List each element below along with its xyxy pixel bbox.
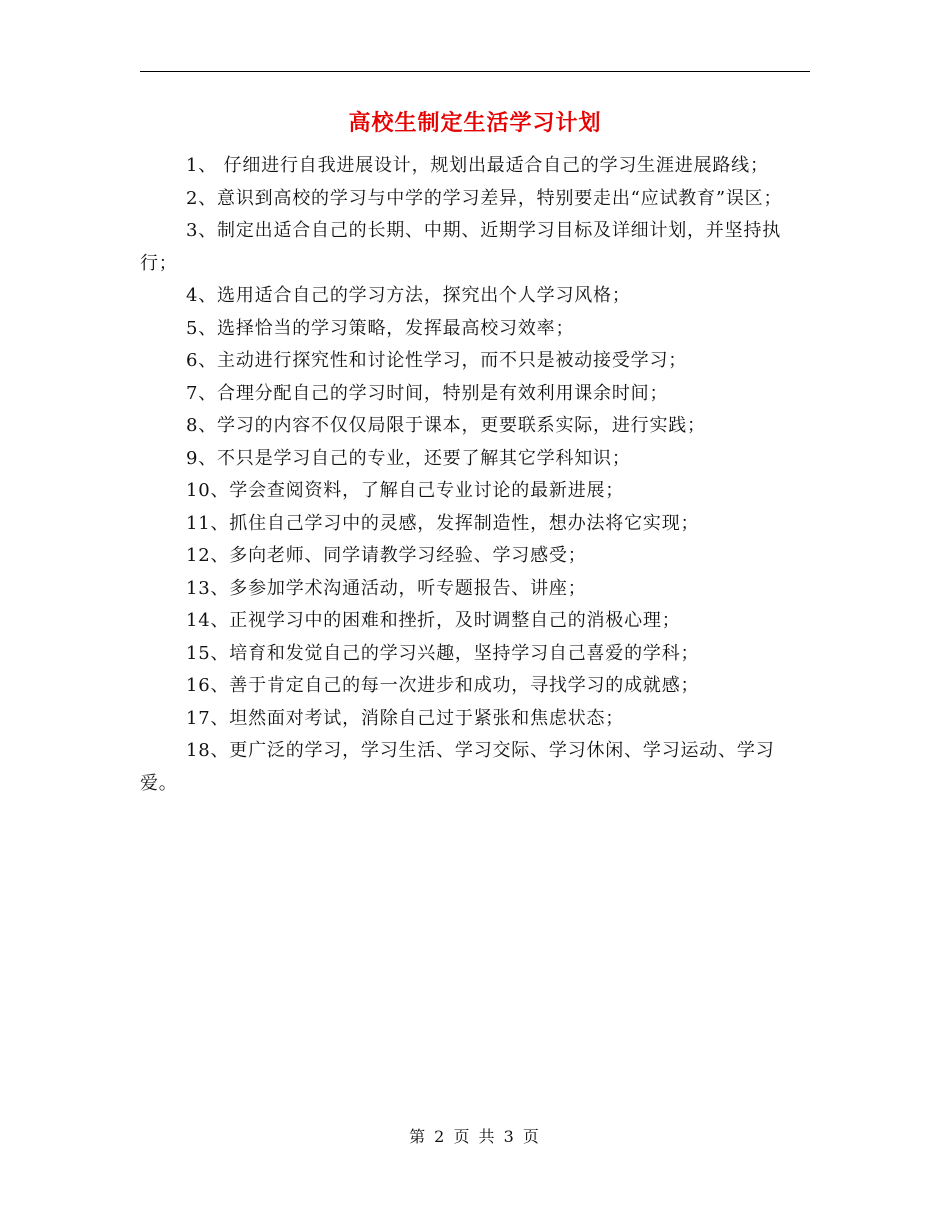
list-item: 12、多向老师、同学请教学习经验、学习感受； bbox=[186, 545, 587, 566]
list-item: 15、培育和发觉自己的学习兴趣，坚持学习自己喜爱的学科； bbox=[186, 642, 700, 664]
list-item: 4、选用适合自己的学习方法，探究出个人学习风格； bbox=[186, 285, 631, 306]
list-item: 14、正视学习中的困难和挫折，及时调整自己的消极心理； bbox=[186, 610, 681, 631]
document-title: 高校生制定生活学习计划 bbox=[348, 111, 602, 136]
list-item: 16、善于肯定自己的每一次进步和成功，寻找学习的成就感； bbox=[186, 675, 700, 696]
document-body bbox=[140, 150, 810, 800]
list-item: 5、选择恰当的学习策略，发挥最高校习效率； bbox=[186, 317, 575, 339]
list-item: 2、意识到高校的学习与中学的学习差异，特别要走出“应试教育”误区； bbox=[186, 187, 783, 209]
list-item: 13、多参加学术沟通活动，听专题报告、讲座； bbox=[186, 577, 587, 599]
page-number: 第 2 页 共 3 页 bbox=[409, 1127, 541, 1146]
list-item: 1、 仔细进行自我进展设计，规划出最适合自己的学习生涯进展路线； bbox=[186, 155, 769, 176]
list-item: 3、制定出适合自己的长期、中期、近期学习目标及详细计划，并坚持执行； bbox=[140, 220, 782, 274]
list-item: 9、不只是学习自己的专业，还要了解其它学科知识； bbox=[186, 447, 631, 469]
list-item: 8、学习的内容不仅仅局限于课本，更要联系实际，进行实践； bbox=[186, 415, 706, 436]
list-item: 6、主动进行探究性和讨论性学习，而不只是被动接受学习； bbox=[186, 350, 688, 371]
list-item: 11、抓住自己学习中的灵感，发挥制造性，想办法将它实现； bbox=[186, 512, 700, 534]
list-item: 17、坦然面对考试，消除自己过于紧张和焦虑状态； bbox=[186, 707, 625, 729]
list-item: 18、更广泛的学习，学习生活、学习交际、学习休闲、学习运动、学习爱。 bbox=[140, 740, 775, 794]
list-item: 7、合理分配自己的学习时间，特别是有效利用课余时间； bbox=[186, 382, 669, 404]
header-rule bbox=[140, 71, 810, 72]
list-item: 10、学会查阅资料，了解自己专业讨论的最新进展； bbox=[186, 480, 625, 501]
